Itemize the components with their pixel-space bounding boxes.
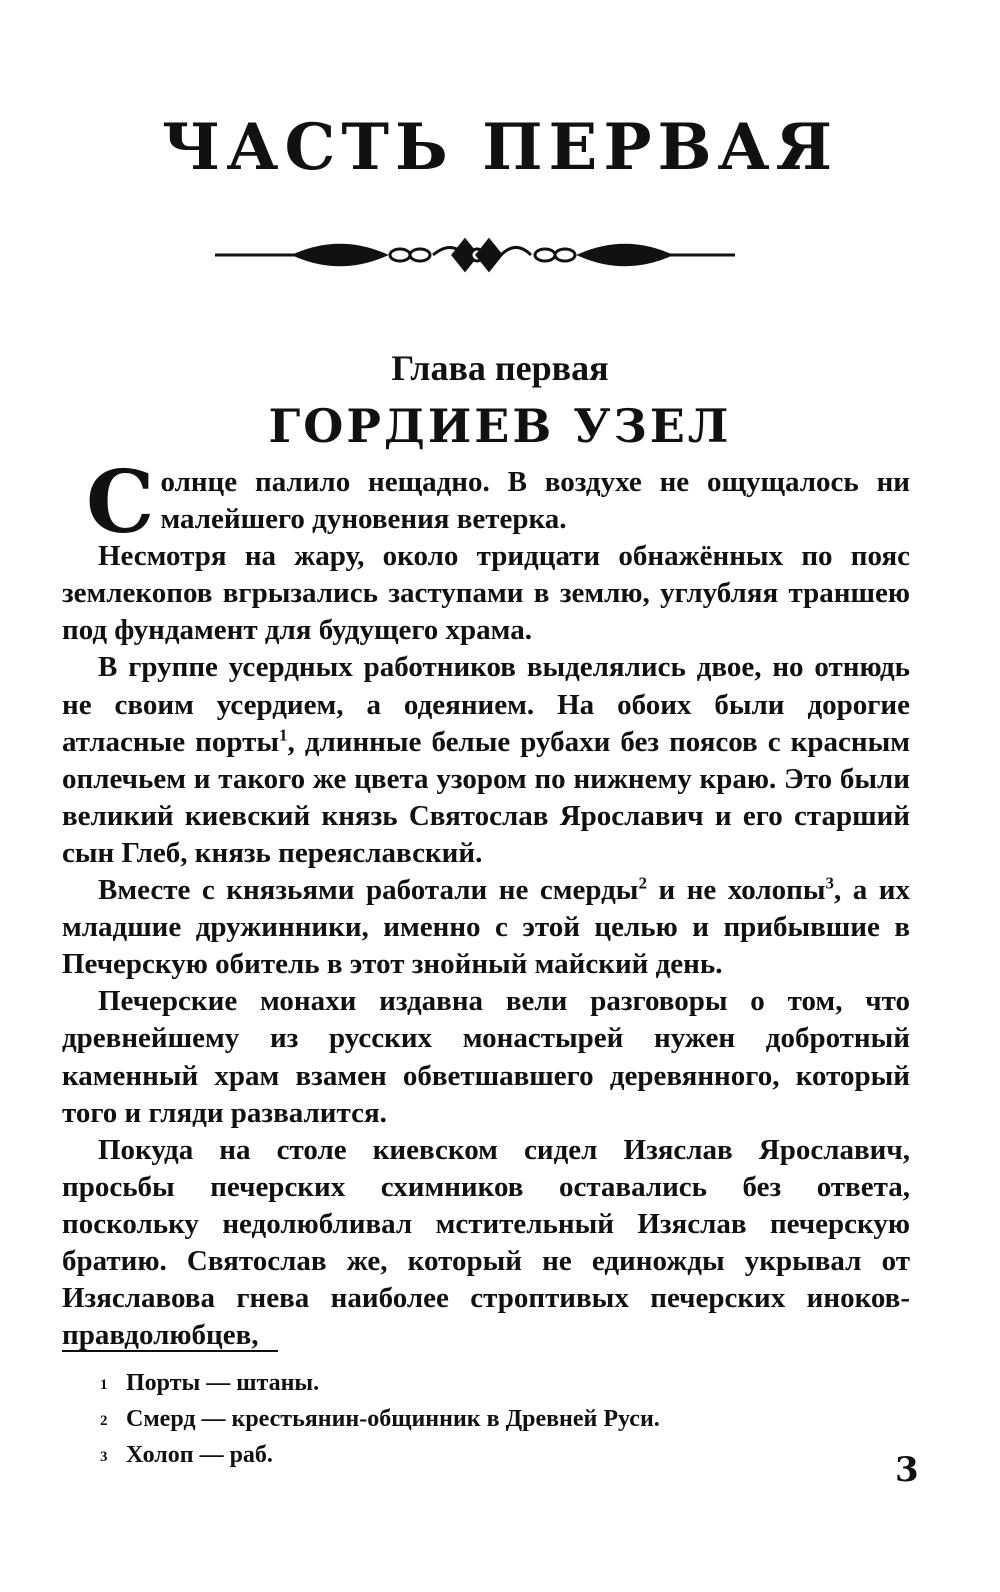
footnote [100, 1365, 900, 1401]
footnote-ref: 1 [279, 725, 288, 744]
page-number: 3 [895, 1450, 919, 1490]
footnote-divider [62, 1350, 278, 1352]
chapter-label: Глава первая [391, 348, 609, 388]
paragraph [62, 872, 910, 983]
paragraph-text: олнце палило нещадно. В воздухе не ощущалось ни малейшего дуновения ветерка. [160, 466, 910, 536]
body-text [62, 452, 910, 1354]
paragraph: Несмотря на жару, около тридцати обнажённых по пояс землекопов вгрызались заступами в землю, углубляя траншею под фундамент для будущего храма. [62, 540, 910, 647]
ornamental-divider-icon [215, 230, 735, 280]
footnote-number: 2 [100, 1413, 108, 1429]
footnote-text: Смерд — крестьянин-общинник в Древней Руси. [126, 1406, 660, 1432]
footnote-text: Холоп — раб. [126, 1442, 273, 1468]
footnote [100, 1437, 900, 1473]
footnotes [100, 1365, 900, 1473]
paragraph [62, 649, 910, 872]
footnote-number: 3 [100, 1449, 108, 1465]
footnote-number: 1 [100, 1377, 108, 1393]
paragraph-text: и не холопы [646, 874, 826, 907]
footnote-text: Порты — штаны. [126, 1370, 320, 1396]
paragraph [62, 452, 910, 553]
part-title: ЧАСТЬ ПЕРВАЯ [161, 110, 839, 185]
paragraph-text: , длинные белые рубахи без поясов с красным оплечьем и такого же цвета узором по нижнему краю. Это были великий киевский князь Святослав Ярославич и его старший сын Глеб, князь переяславский. [62, 725, 910, 869]
chapter-title: ГОРДИЕВ УЗЕЛ [268, 399, 732, 453]
paragraph: Покуда на столе киевском сидел Изяслав Ярославич, просьбы печерских схимников оставались без ответа, поскольку недолюбливал мстительный Изяслав печерскую братию. Святослав же, который не единожды укрывал от Изяславова гнева наиболее строптивых печерских иноков-правдолюбцев, [62, 1133, 910, 1352]
drop-cap: С [86, 452, 155, 553]
paragraph-text: В группе усердных работников выделялись двое, но отнюдь не своим усердием, а одеянием. На обоих были дорогие атласные порты [62, 651, 910, 758]
paragraph-text: , а их младшие дружинники, именно с этой целью и прибывшие в Печерскую обитель в этот знойный майский день. [62, 874, 910, 981]
footnote-ref: 2 [638, 873, 647, 893]
paragraph: Печерские монахи издавна вели разговоры о том, что древнейшему из русских монастырей нужен добротный каменный храм взамен обветшавшего деревянного, который того и гляди развалится. [62, 985, 910, 1129]
footnote-ref: 3 [825, 873, 834, 893]
paragraph-text: Вместе с князьями работали не смерды [98, 874, 639, 907]
footnote [100, 1401, 900, 1437]
